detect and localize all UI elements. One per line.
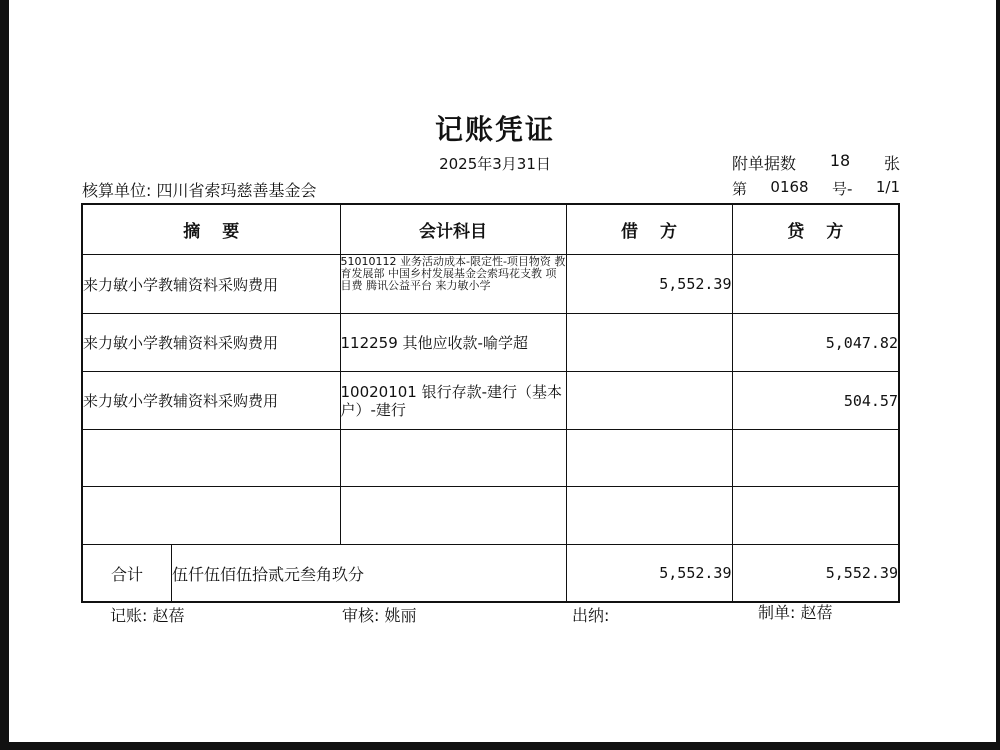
header-credit: 贷方 [732, 204, 899, 255]
footer-preparer: 制单: 赵蓓 [758, 603, 833, 622]
row-subject: 10020101 银行存款-建行（基本户）-建行 [340, 372, 566, 430]
voucher-title: 记账凭证 [434, 113, 555, 146]
attachments-label: 附单据数 [732, 154, 797, 173]
attachments-unit: 张 [883, 154, 900, 173]
row-subject [340, 487, 566, 545]
row-debit: 5,552.39 [566, 255, 732, 314]
voucher-number-value: 0168 [770, 178, 809, 196]
voucher-number-suffix: 号- [832, 180, 853, 198]
accounting-unit-name: 四川省索玛慈善基金会 [156, 181, 317, 200]
row-credit: 5,047.82 [732, 314, 899, 372]
row-summary [82, 430, 340, 487]
table-row [82, 314, 899, 372]
footer-bookkeeper: 记账: 赵蓓 [110, 606, 185, 625]
footer-reviewer: 审核: 姚丽 [342, 606, 417, 625]
row-summary: 来力敏小学教辅资料采购费用 [82, 255, 340, 314]
total-row [82, 545, 899, 603]
header-debit: 借方 [566, 204, 732, 255]
row-credit: 504.57 [732, 372, 899, 430]
row-debit [566, 372, 732, 430]
row-summary: 来力敏小学教辅资料采购费用 [82, 372, 340, 430]
accounting-unit [82, 178, 317, 201]
footer-cashier: 出纳: [572, 606, 610, 625]
total-cell [82, 545, 566, 603]
row-subject: 51010112 业务活动成本-限定性-项目物资 教育发展部 中国乡村发展基金会索玛花支教 项目费 腾讯公益平台 来力敏小学 [340, 255, 566, 314]
attachments-count: 18 [829, 151, 851, 170]
row-subject: 112259 其他应收款-喻学超 [340, 314, 566, 372]
total-credit: 5,552.39 [732, 545, 899, 603]
table-row [82, 255, 899, 314]
row-debit [566, 487, 732, 545]
table-row [82, 487, 899, 545]
total-amount-in-words: 伍仟伍佰伍拾贰元叁角玖分 [172, 564, 365, 584]
voucher-date: 2025年3月31日 [439, 155, 551, 173]
scan-border-right [996, 0, 1000, 750]
attachments-info [732, 151, 900, 174]
row-credit [732, 255, 899, 314]
row-subject [340, 430, 566, 487]
row-credit [732, 430, 899, 487]
accounting-unit-label: 核算单位: [82, 181, 152, 200]
row-summary [82, 487, 340, 545]
scan-border-bottom [0, 742, 1000, 750]
header-summary: 摘要 [82, 204, 340, 255]
total-label: 合计 [83, 545, 172, 601]
table-row [82, 430, 899, 487]
table-row [82, 372, 899, 430]
table-header-row [82, 204, 899, 255]
row-debit [566, 430, 732, 487]
header-subject: 会计科目 [340, 204, 566, 255]
voucher-page: 1/1 [875, 178, 900, 196]
voucher-table [81, 203, 900, 603]
row-debit [566, 314, 732, 372]
voucher-number-prefix: 第 [732, 180, 748, 198]
row-summary: 来力敏小学教辅资料采购费用 [82, 314, 340, 372]
voucher-number [732, 178, 900, 199]
total-debit: 5,552.39 [566, 545, 732, 603]
row-credit [732, 487, 899, 545]
